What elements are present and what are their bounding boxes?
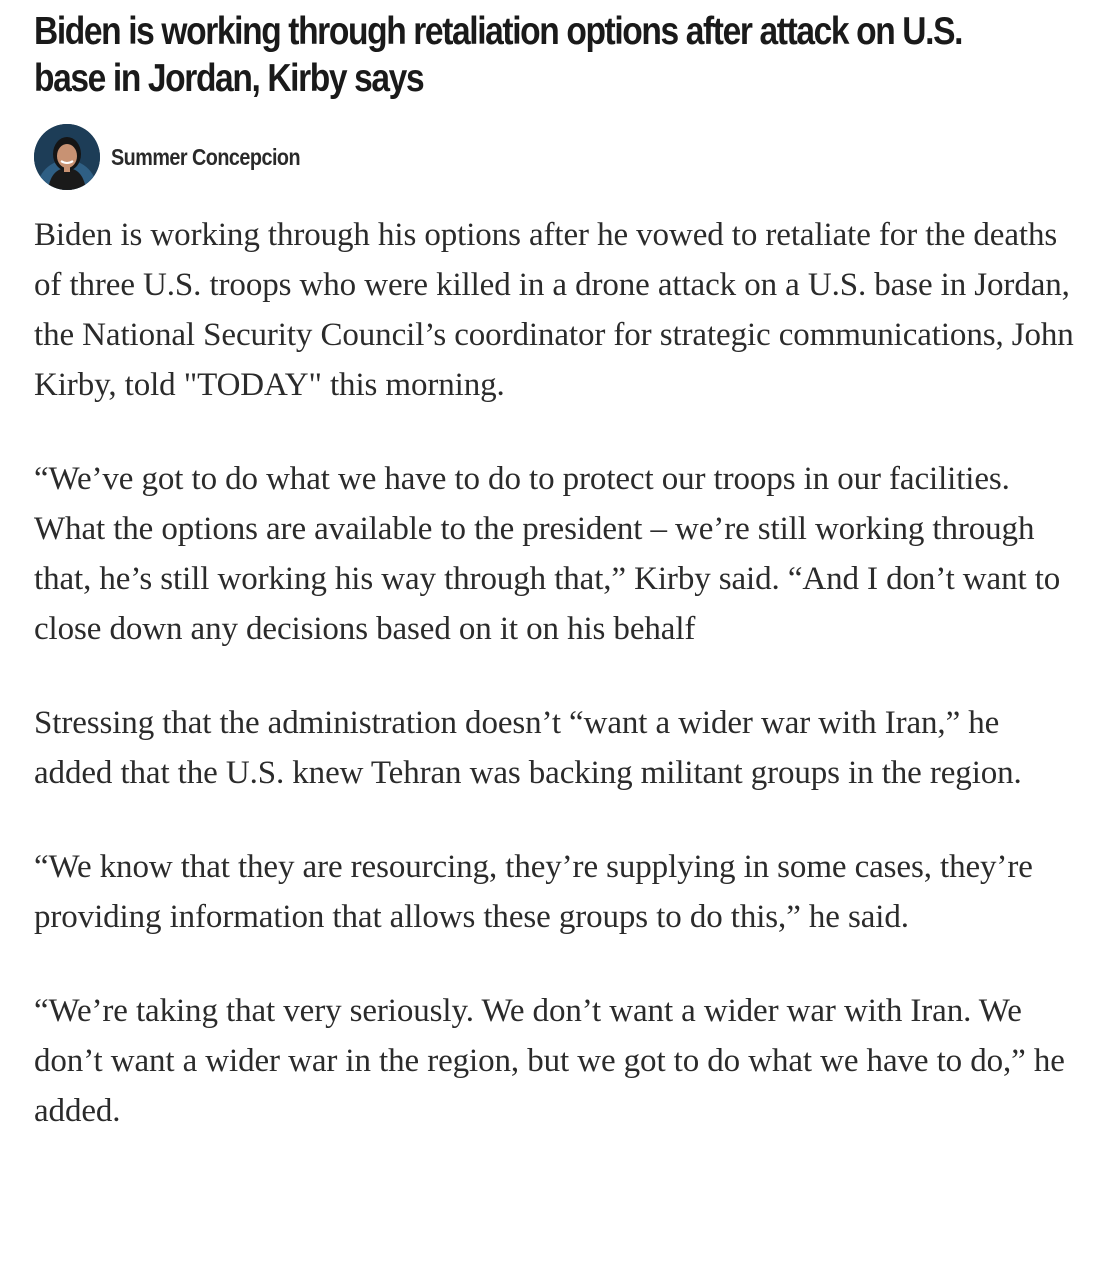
article <box>34 0 1084 1180</box>
paragraph: Biden is working through his options after he vowed to retaliate for the deaths of three U.S. troops who were killed in a drone attack on a U.S. base in Jordan, the National Security Council’s coordinator for strategic communications, John Kirby, told "TODAY" this morning. <box>34 217 1074 403</box>
byline <box>34 124 1084 190</box>
paragraph: Stressing that the administration doesn’t “want a wider war with Iran,” he added that the U.S. knew Tehran was backing militant groups in the region. <box>34 705 1022 791</box>
paragraph: “We’ve got to do what we have to do to protect our troops in our facilities. What the options are available to the president – we’re still working through that, he’s still working his way through that,” Kirby said. “And I don’t want to close down any decisions based on it on his behalf <box>34 461 1061 647</box>
author-photo-icon <box>34 124 100 190</box>
paragraph: “We know that they are resourcing, they’re supplying in some cases, they’re providing information that allows these groups to do this,” he said. <box>34 849 1033 935</box>
article-body <box>34 210 1084 1136</box>
author-name[interactable]: Summer Concepcion <box>111 143 301 170</box>
article-headline: Biden is working through retaliation options after attack on U.S. base in Jordan, Kirby says <box>34 10 963 100</box>
paragraph: “We’re taking that very seriously. We don’t want a wider war with Iran. We don’t want a wider war in the region, but we got to do what we have to do,” he added. <box>34 993 1065 1129</box>
author-avatar[interactable] <box>34 124 100 190</box>
